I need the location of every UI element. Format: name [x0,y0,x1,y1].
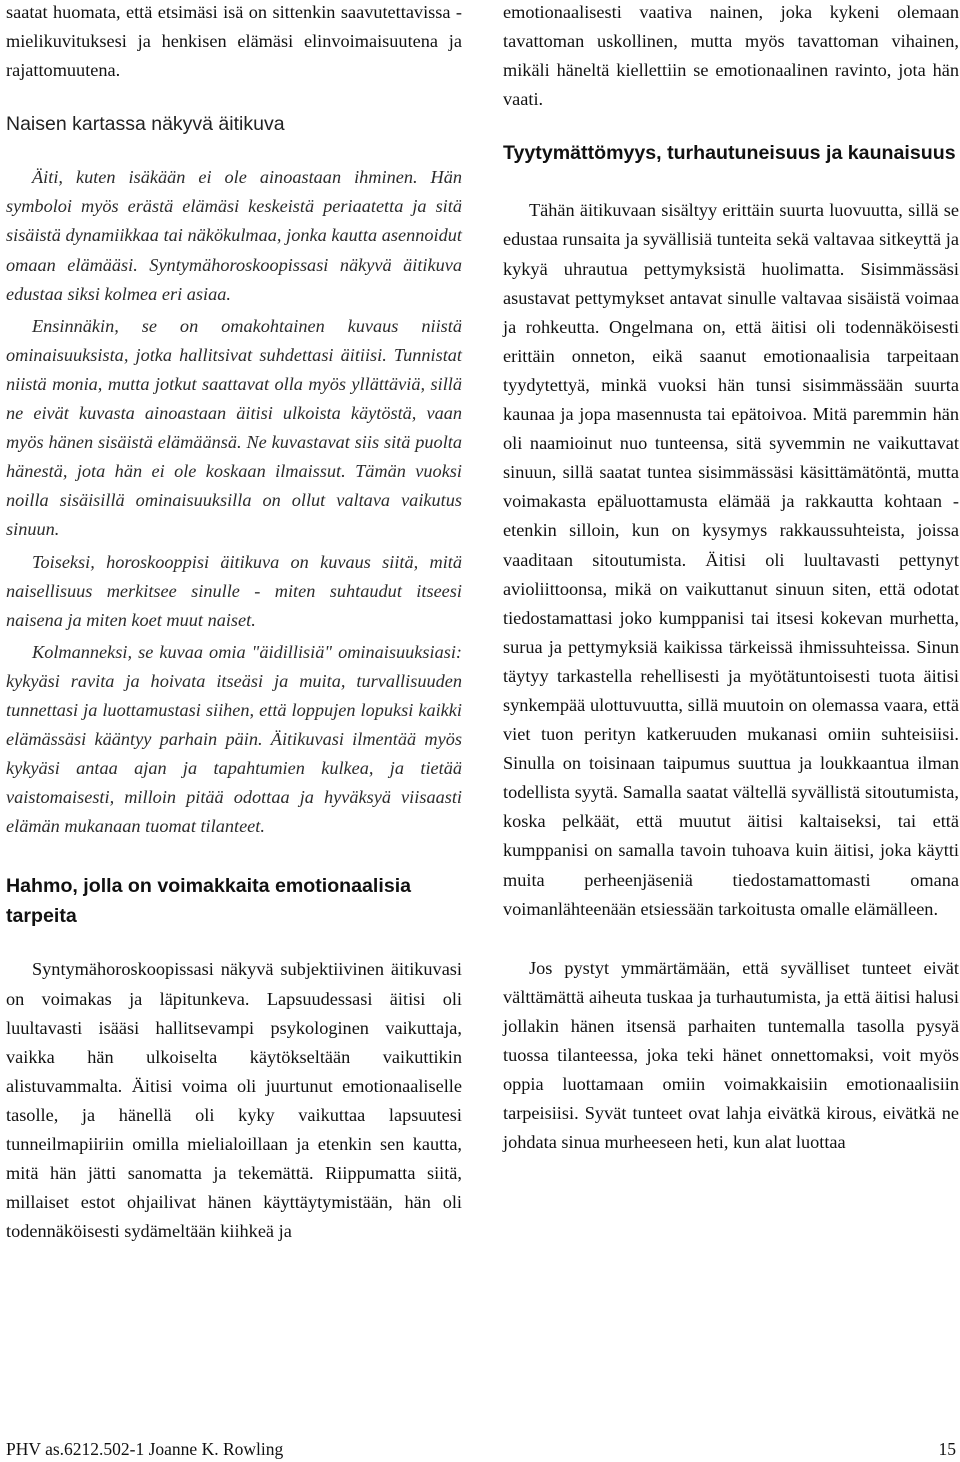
paragraph: saatat huomata, että etsimäsi isä on sittenkin saavutettavissa -mielikuvituksesi ja henkisen elämäsi elinvoimaisuutena ja rajattomuutena. [6,2,462,81]
paragraph: Tähän äitikuvaan sisältyy erittäin suurta luovuutta, sillä se edustaa runsaita ja syvällisiä tunteita sekä valtavaa sitkeyttä ja kykyä uhrautua pettymyksistä huolimatta. Sisimmässäsi asustavat pettymykset antavat sinulle valtavaa sisäistä voimaa ja rohkeutta. Ongelmana on, että äitisi oli todennäköisesti erittäin onneton, eikä saanut emotionaalisia tarpeitaan tyydytettyä, minkä vuoksi hän tunsi sisimmässään suurta kaunaa ja jopa masennusta tai epätoivoa. Mitä paremmin hän oli naamioinut nuo tunteensa, sitä syvemmin ne vaikuttavat sinuun, sillä saatat tuntea sisimmässäsi käsittämätöntä, mutta voimakasta epäluottamusta elämää ja rakkautta kohtaan - etenkin silloin, kun on kysymys rakkaussuhteista, joissa vaaditaan sitoutumista. Äitisi oli luultavasti pettynyt avioliittoonsa, mikä on vaikuttanut sinuun siten, että odotat tiedostamattasi joko kumppanisi tai itsesi kokevan murhetta, surua ja pettymyksiä kaikissa tärkeissä ihmissuhteissa. Sinun täytyy tarkastella rehellisesti ja myötätuntoisesti tuota äitisi synkempää ulottuvuutta, sillä muutoin on olemassa vaara, että viet tuon perityn katkeruuden mukanasi omiin suhteisiisi. Sinulla on toisinaan taipumus suuttua ja loukkaantua ilman todellista syytä. Samalla saatat vältellä syvällistä sitoutumista, koska pelkäät, että muutut äitisi kaltaiseksi, tai että kumppanisi on samalla tavoin tuhoava kuin äitisi, joka käytti muita perheenjäseniä tiedostamattomasti omana voimanlähteenään etsiessään tarkoitusta omalle elämälleen. [503,200,959,919]
paragraph: Kolmanneksi, se kuvaa omia "äidillisiä" ominaisuuksiasi: kykyäsi ravita ja hoivata itseäsi ja muita, turvallisuuden tunnettasi ja luottamustasi siihen, että loppujen lopuksi kaikki elämässäsi kääntyy parhain päin. Äitikuvasi ilmentää myös kykyäsi antaa ajan ja tapahtumien kulkea, ja tietää vaistomaisesti, milloin pitää odottaa ja hyväksyä viisaasti elämän mukanaan tuomat tilanteet. [6,641,462,837]
paragraph: emotionaalisesti vaativa nainen, joka kykeni olemaan tavattoman uskollinen, mutta myös tavattoman vihainen, mikäli häneltä kiellettiin se emotionaalinen ravinto, jota hän vaati. [503,2,959,110]
right-column [503,0,959,1157]
section-heading: Tyytymättömyys, turhautuneisuus ja kaunaisuus [503,142,956,165]
paragraph: Toiseksi, horoskooppisi äitikuva on kuvaus siitä, mitä naisellisuus merkitsee sinulle - miten suhtaudut itseesi naisena ja miten koet muut naiset. [6,551,462,630]
footer-document-id: PHV as.6212.502-1 Joanne K. Rowling [6,1439,284,1459]
paragraph: Jos pystyt ymmärtämään, että syvälliset tunteet eivät välttämättä aiheuta tuskaa ja turhautumista, ja että äitisi halusi jollakin hänen itsensä parhaiten tuntemalla tasolla pysyä tuossa tilanteessa, joka teki hänet onnettomaksi, voit myös oppia luottamaan omiin voimakkaisiin emotionaalisiin tarpeisiisi. Syvät tunteet ovat lahja eivätkä kirous, eivätkä ne johdata sinua murheeseen heti, kun alat luottaa [503,957,959,1153]
left-column [6,0,462,1246]
paragraph: Äiti, kuten isäkään ei ole ainoastaan ihminen. Hän symboloi myös erästä elämäsi keskeistä periaatetta ja sitä sisäistä dynamiikkaa tai näkökulmaa, jonka kautta asennoidut omaan elämääsi. Syntymähoroskoopissasi näkyvä äitikuva edustaa siksi kolmea eri asiaa. [6,167,462,304]
page-number: 15 [938,1439,956,1459]
section-heading: Hahmo, jolla on voimakkaita emotionaalisia tarpeita [6,875,412,928]
section-heading: Naisen kartassa näkyvä äitikuva [6,113,285,136]
paragraph: Ensinnäkin, se on omakohtainen kuvaus niistä ominaisuuksista, jotka hallitsivat suhdettasi äitiisi. Tunnistat niistä monia, mutta jotkut saattavat olla myös yllättäviä, sillä ne eivät kuvasta ainoastaan äitisi ulkoista käytöstä, vaan myös hänen sisäistä elämäänsä. Ne kuvastavat siis sitä puolta hänestä, jota hän ei ole koskaan ilmaissut. Tämän vuoksi noilla sisäisillä ominaisuuksilla on ollut valtava vaikutus sinuun. [6,315,462,540]
paragraph: Syntymähoroskoopissasi näkyvä subjektiivinen äitikuvasi on voimakas ja läpitunkeva. Lapsuudessasi äitisi oli luultavasti isääsi hallitsevampi psykologinen vaikuttaja, vaikka hän ulkoiselta käytökseltään vaikuttikin alistuvammalta. Äitisi voima oli juurtunut emotionaaliselle tasolle, ja hänellä oli kyky vaikuttaa lapsuutesi tunneilmapiiriin omilla mielialoillaan ja etenkin sen kautta, mitä hän jätti sanomatta ja tekemättä. Riippumatta siitä, millaiset estot ohjailivat hänen käyttäytymistään, hän oli todennäköisesti sydämeltään kiihkeä ja [6,959,462,1242]
